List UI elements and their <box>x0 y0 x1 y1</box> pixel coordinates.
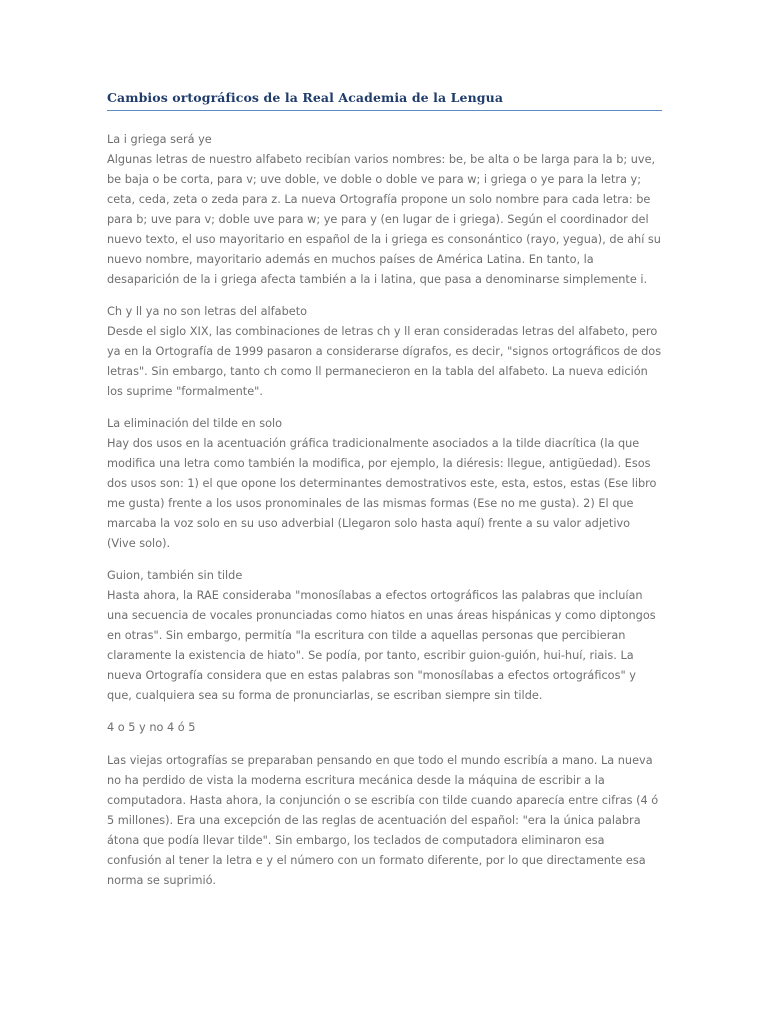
section-ch-ll <box>107 302 662 402</box>
section-paragraph: Hasta ahora, la RAE consideraba "monosílabas a efectos ortográficos las palabras que incluían una secuencia de vocales pronunciadas como hiatos en unas áreas hispánicas y como diptongos en otras". Sin embargo, permitía "la escritura con tilde a aquellas personas que percibieran claramente la existencia de hiato". Se podía, por tanto, escribir guion-guión, hui-huí, riais. La nueva Ortografía considera que en estas palabras son "monosílabas a efectos ortográficos" y que, cualquiera sea su forma de pronunciarlas, se escriban siempre sin tilde. <box>107 589 656 702</box>
document-page <box>107 90 662 903</box>
section-heading: La i griega será ye <box>107 133 212 146</box>
document-title: Cambios ortográficos de la Real Academia de la Lengua <box>107 90 662 111</box>
section-heading: La eliminación del tilde en solo <box>107 417 283 430</box>
section-tilde-solo <box>107 414 662 554</box>
section-heading: 4 o 5 y no 4 ó 5 <box>107 721 196 734</box>
section-paragraph: Las viejas ortografías se preparaban pensando en que todo el mundo escribía a mano. La nueva no ha perdido de vista la moderna escritura mecánica desde la máquina de escribir a la computadora. Hasta ahora, la conjunción o se escribía con tilde cuando aparecía entre cifras (4 ó 5 millones). Era una excepción de las reglas de acentuación del español: "era la única palabra átona que podía llevar tilde". Sin embargo, los teclados de computadora eliminaron esa confusión al tener la letra e y el número con un formato diferente, por lo que directamente esa norma se suprimió. <box>107 754 659 887</box>
section-heading: Guion, también sin tilde <box>107 569 243 582</box>
section-paragraph: Desde el siglo XIX, las combinaciones de letras ch y ll eran consideradas letras del alfabeto, pero ya en la Ortografía de 1999 pasaron a considerarse dígrafos, es decir, "signos ortográficos de dos letras". Sin embargo, tanto ch como ll permanecieron en la tabla del alfabeto. La nueva edición los suprime "formalmente". <box>107 325 662 398</box>
section-heading: Ch y ll ya no son letras del alfabeto <box>107 305 308 318</box>
section-paragraph: Hay dos usos en la acentuación gráfica tradicionalmente asociados a la tilde diacrítica (la que modifica una letra como también la modifica, por ejemplo, la diéresis: llegue, antigüedad). Esos dos usos son: 1) el que opone los determinantes demostrativos este, esta, estos, estas (Ese libro me gusta) frente a los usos pronominales de las mismas formas (Ese no me gusta). 2) El que marcaba la voz solo en su uso adverbial (Llegaron solo hasta aquí) frente a su valor adjetivo (Vive solo). <box>107 437 657 550</box>
document-body <box>107 130 662 891</box>
section-paragraph: Algunas letras de nuestro alfabeto recibían varios nombres: be, be alta o be larga para la b; uve, be baja o be corta, para v; uve doble, ve doble o doble ve para w; i griega o ye para la letra y; ceta, ceda, zeta o zeda para z. La nueva Ortografía propone un solo nombre para cada letra: be para b; uve para v; doble uve para w; ye para y (en lugar de i griega). Según el coordinador del nuevo texto, el uso mayoritario en español de la i griega es consonántico (rayo, yegua), de ahí su nuevo nombre, mayoritario además en muchos países de América Latina. En tanto, la desaparición de la i griega afecta también a la i latina, que pasa a denominarse simplemente i. <box>107 153 661 286</box>
section-guion <box>107 566 662 706</box>
section-4-o-5 <box>107 718 662 891</box>
section-i-griega <box>107 130 662 290</box>
